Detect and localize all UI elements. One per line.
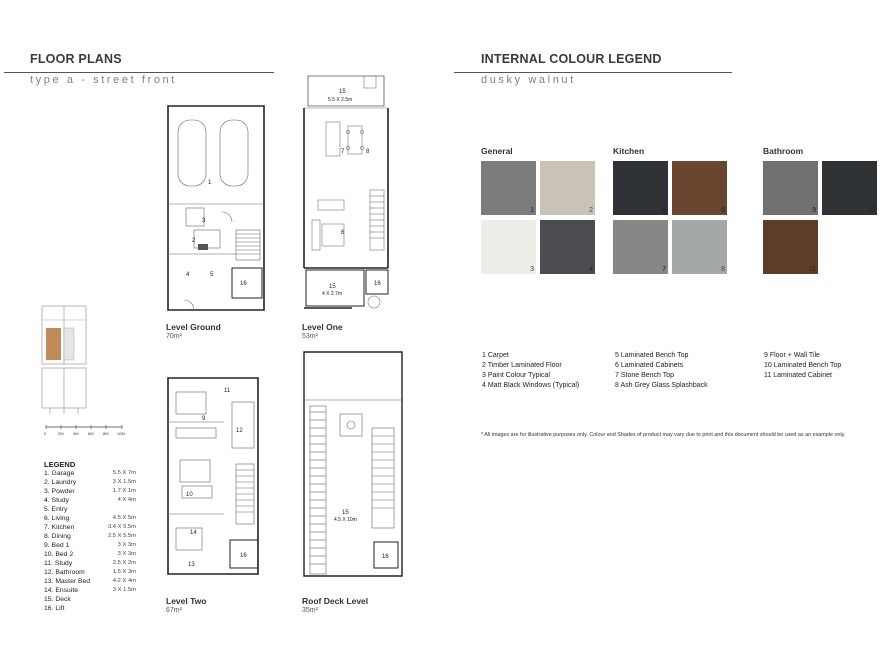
legend-item: 7. Kitchen 3.4 X 5.5m (44, 524, 136, 531)
colour-legend-subtitle: dusky walnut (481, 74, 576, 86)
ground-tag-1: 1 (208, 180, 212, 186)
legend-item: 10. Bed 2 3 X 3m (44, 551, 136, 558)
legend-item: 11. Study 2.5 X 2m (44, 560, 136, 567)
key-item: 7 Stone Bench Top (615, 372, 675, 379)
colour-legend-title: INTERNAL COLOUR LEGEND (481, 52, 662, 66)
ground-tag-2: 2 (192, 238, 196, 244)
plan-label-ground: Level Ground (166, 322, 221, 332)
swatch-4: 4 (540, 220, 595, 274)
key-item: 4 Matt Black Windows (Typical) (482, 382, 580, 389)
swatch-7: 7 (613, 220, 668, 274)
swatch-3: 3 (481, 220, 536, 274)
plan-roof-deck (296, 350, 406, 590)
one-tag-6: 6 (341, 230, 345, 236)
plan-area-ground: 70m² (166, 333, 182, 340)
two-tag-10: 10 (186, 492, 193, 498)
two-tag-16: 16 (240, 553, 247, 559)
roof-tag-15: 15 (342, 510, 349, 516)
legend-title: LEGEND (44, 460, 76, 469)
scale-10m: 10M (117, 431, 125, 436)
legend-item: 3. Powder 1.7 X 1m (44, 488, 136, 495)
scale-6m: 6M (88, 431, 94, 436)
legend-item: 14. Ensuite 3 X 1.5m (44, 587, 136, 594)
swatch-group-bathroom: Bathroom (763, 146, 804, 156)
swatch-6: 6 (672, 161, 727, 215)
plan-area-one: 53m² (302, 333, 318, 340)
key-item: 1 Carpet (482, 352, 509, 359)
two-tag-11: 11 (224, 388, 231, 394)
scale-bar (44, 424, 129, 438)
one-tag-15b: 15 (329, 284, 336, 290)
plan-area-two: 67m² (166, 607, 182, 614)
legend-item: 9. Bed 1 3 X 3m (44, 542, 136, 549)
legend-item: 2. Laundry 3 X 1.5m (44, 479, 136, 486)
legend-item: 8. Dining 2.5 X 5.5m (44, 533, 136, 540)
one-tag-16: 16 (374, 281, 381, 287)
scale-8m: 8M (103, 431, 109, 436)
key-item: 8 Ash Grey Glass Splashback (615, 382, 708, 389)
legend-item: 12. Bathroom 1.5 X 3m (44, 569, 136, 576)
site-highlight (46, 328, 61, 360)
legend-item: 13. Master Bed 4.2 X 4m (44, 578, 136, 585)
one-tag-15a-size: 5.5 X 2.5m (328, 97, 353, 103)
ground-tag-16: 16 (240, 281, 247, 287)
room-legend (44, 470, 136, 618)
legend-item: 5. Entry (44, 506, 68, 513)
plan-label-one: Level One (302, 322, 343, 332)
swatch-1: 1 (481, 161, 536, 215)
plan-level-ground (164, 104, 270, 316)
swatch-5: 5 (613, 161, 668, 215)
floor-plans-rule (4, 72, 274, 73)
colour-legend-rule (454, 72, 732, 73)
ground-tag-4: 4 (186, 272, 190, 278)
swatch-2: 2 (540, 161, 595, 215)
key-item: 2 Timber Laminated Floor (482, 362, 562, 369)
roof-tag-16: 16 (382, 554, 389, 560)
one-tag-15a: 15 (339, 89, 346, 95)
legend-item: 1. Garage 5.5 X 7m (44, 470, 136, 477)
swatch-11: 11 (763, 220, 818, 274)
key-item: 10 Laminated Bench Top (764, 362, 842, 369)
two-tag-14: 14 (190, 530, 197, 536)
floor-plans-subtitle: type a - street front (30, 74, 177, 86)
scale-4m: 4M (73, 431, 79, 436)
swatch-9: 9 (763, 161, 818, 215)
swatch-group-kitchen: Kitchen (613, 146, 645, 156)
plan-label-two: Level Two (166, 596, 207, 606)
plan-level-two (164, 368, 270, 590)
key-item: 9 Floor + Wall Tile (764, 352, 820, 359)
plan-label-roof: Roof Deck Level (302, 596, 369, 606)
plan-area-roof: 35m² (302, 607, 318, 614)
legend-item: 4. Study 4 X 4m (44, 497, 136, 504)
site-plan (40, 300, 90, 440)
one-tag-15b-size: 4 X 2.7m (322, 291, 343, 297)
key-item: 5 Laminated Bench Top (615, 352, 689, 359)
two-tag-12: 12 (236, 428, 243, 434)
ground-tag-5: 5 (210, 272, 214, 278)
legend-item: 16. Lift (44, 605, 65, 612)
swatch-group-general: General (481, 146, 513, 156)
scale-2m: 2M (58, 431, 64, 436)
key-item: 6 Laminated Cabinets (615, 362, 684, 369)
one-tag-8: 8 (366, 149, 370, 155)
disclaimer-note: * All images are for illustrative purposes only. Colour and Shades of product may vary due to print and this document should be used as an example only. (481, 432, 846, 438)
key-item: 3 Paint Colour Typical (482, 372, 550, 379)
roof-tag-15-size: 4.5 X 10m (334, 517, 357, 523)
one-tag-7: 7 (341, 149, 345, 155)
key-item: 11 Laminated Cabinet (764, 372, 832, 379)
legend-item: 15. Deck (44, 596, 71, 603)
two-tag-13: 13 (188, 562, 195, 568)
legend-item: 6. Living 4.5 X 5m (44, 515, 136, 522)
floor-plans-title: FLOOR PLANS (30, 52, 122, 66)
ground-tag-3: 3 (202, 218, 206, 224)
scale-0: 0 (44, 431, 47, 436)
two-tag-9: 9 (202, 416, 206, 422)
swatch-8: 8 (672, 220, 727, 274)
plan-level-one (296, 72, 396, 318)
swatch-10: 10 (822, 161, 877, 215)
